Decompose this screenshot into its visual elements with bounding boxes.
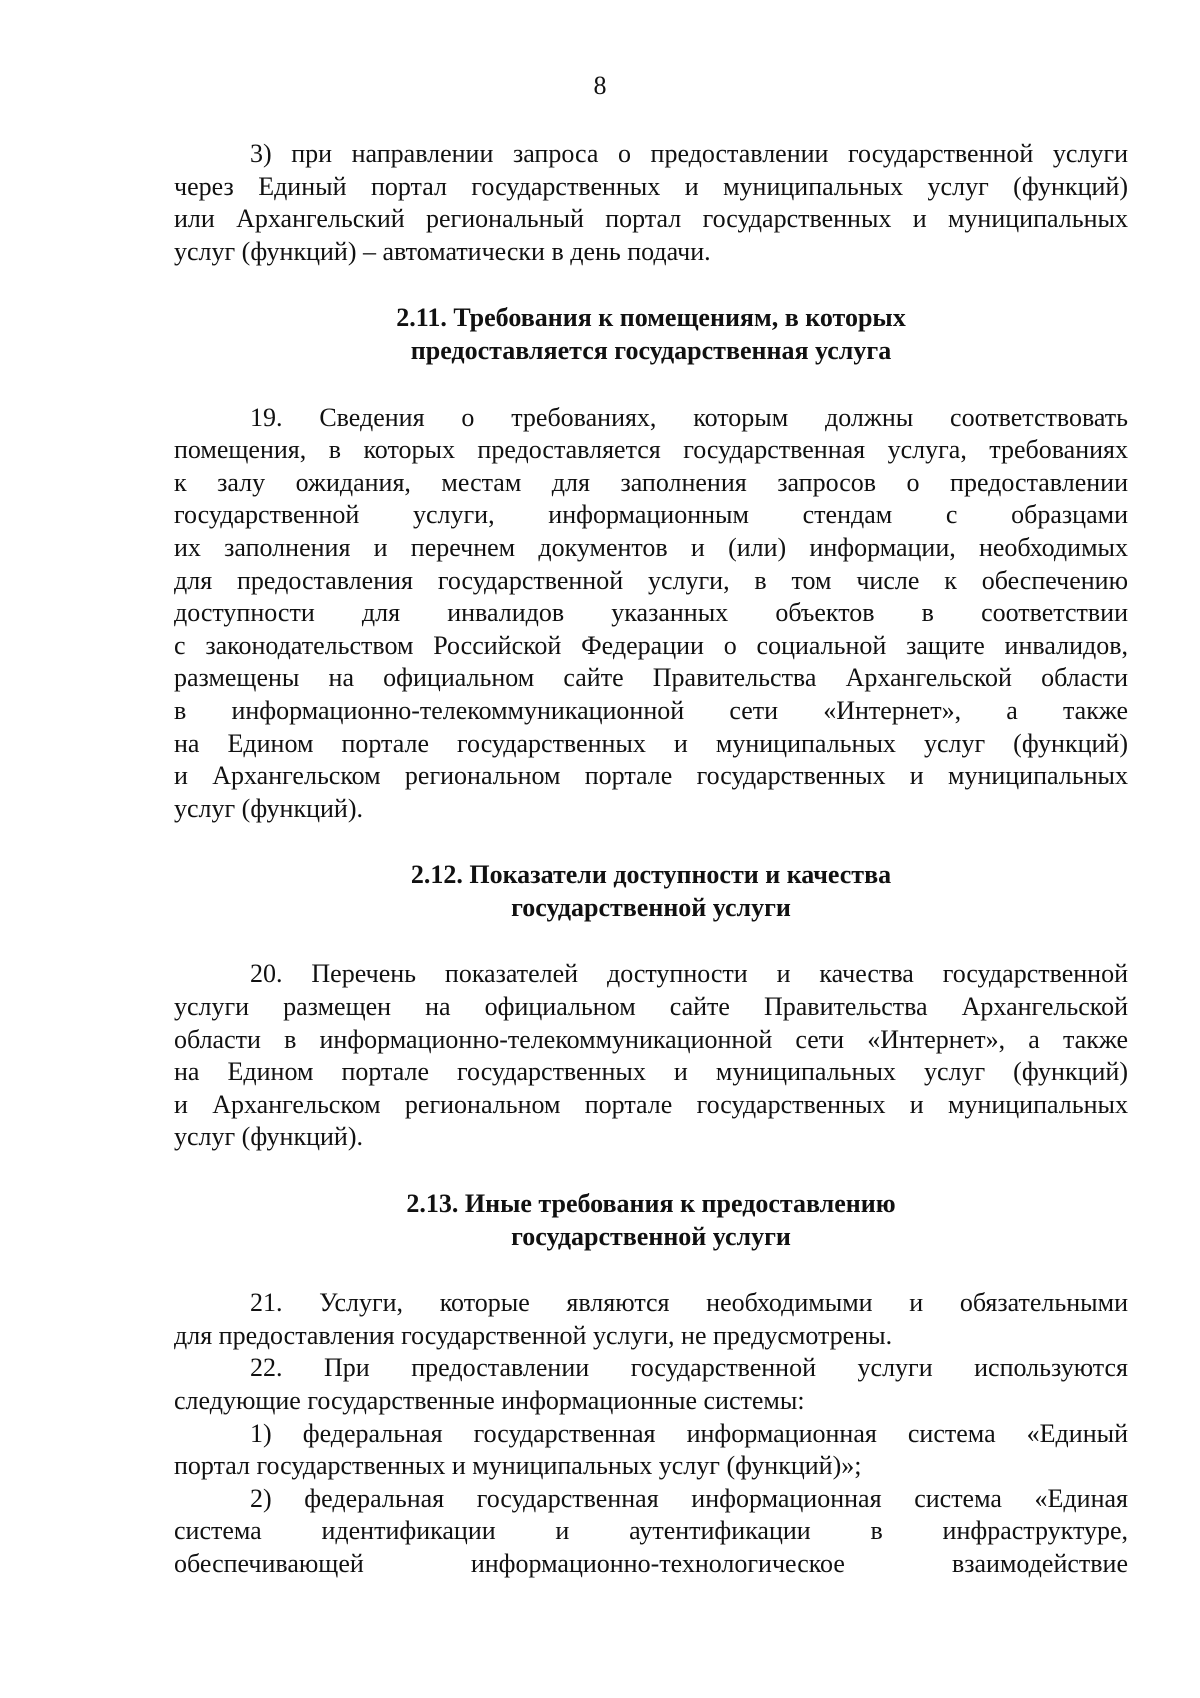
text-line: к залу ожидания, местам для заполнения запросов о предоставлении: [174, 467, 1128, 497]
text-line: помещения, в которых предоставляется государственная услуга, требованиях: [174, 435, 1128, 465]
text-line: 2) федеральная государственная информационная система «Единая: [250, 1483, 1128, 1513]
text-line: 1) федеральная государственная информационная система «Единый: [250, 1418, 1128, 1448]
paragraph-3: [174, 138, 1128, 268]
text-line: следующие государственные информационные системы:: [174, 1386, 805, 1415]
text-line: и Архангельском региональном портале государственных и муниципальных: [174, 1089, 1128, 1119]
text-line: области в информационно-телекоммуникационной сети «Интернет», а также: [174, 1024, 1128, 1054]
text-line: услуг (функций).: [174, 793, 363, 823]
paragraph-19: [174, 402, 1128, 826]
heading-line: 2.12. Показатели доступности и качества: [410, 860, 892, 890]
text-line: или Архангельский региональный портал государственных и муниципальных: [174, 204, 1128, 234]
text-line: на Едином портале государственных и муниципальных услуг (функций): [174, 728, 1128, 758]
heading-line: предоставляется государственная услуга: [410, 335, 892, 365]
text-line: 3) при направлении запроса о предоставлении государственной услуги: [250, 139, 1128, 168]
section-heading-2-13: [174, 1188, 1128, 1253]
paragraph-21: [174, 1287, 1128, 1352]
text-line: обеспечивающей информационно-технологическое взаимодействие: [174, 1548, 1128, 1578]
text-line: и Архангельском региональном портале государственных и муниципальных: [174, 761, 1128, 791]
text-line: услуг (функций).: [174, 1122, 363, 1152]
section-heading-2-11: [174, 302, 1128, 367]
section-heading-2-12: [174, 859, 1128, 924]
text-line: 20. Перечень показателей доступности и качества государственной: [250, 959, 1128, 989]
paragraph-22-item-1: [174, 1418, 1128, 1483]
text-line: для предоставления государственной услуги, в том числе к обеспечению: [174, 565, 1128, 595]
document-body: [174, 138, 1128, 1581]
heading-line: государственной услуги: [511, 892, 791, 922]
paragraph-22: [174, 1352, 1128, 1417]
text-line: 19. Сведения о требованиях, которым должны соответствовать: [250, 402, 1128, 432]
text-line: через Единый портал государственных и муниципальных услуг (функций): [174, 171, 1128, 201]
text-line: с законодательством Российской Федерации о социальной защите инвалидов,: [174, 630, 1128, 660]
text-line: услуги размещен на официальном сайте Правительства Архангельской: [174, 992, 1128, 1022]
text-line: доступности для инвалидов указанных объектов в соответствии: [174, 598, 1128, 628]
text-line: их заполнения и перечнем документов и (или) информации, необходимых: [174, 532, 1128, 562]
text-line: услуг (функций) – автоматически в день подачи.: [174, 236, 711, 266]
paragraph-20: [174, 958, 1128, 1154]
text-line: для предоставления государственной услуги, не предусмотрены.: [174, 1320, 893, 1350]
text-line: система идентификации и аутентификации в инфраструктуре,: [174, 1516, 1128, 1546]
page-number: 8: [593, 71, 607, 100]
text-line: портал государственных и муниципальных услуг (функций)»;: [174, 1451, 862, 1481]
text-line: 21. Услуги, которые являются необходимыми и обязательными: [250, 1288, 1128, 1318]
heading-line: 2.11. Требования к помещениям, в которых: [396, 303, 906, 333]
text-line: 22. При предоставлении государственной услуги используются: [250, 1353, 1128, 1383]
text-line: в информационно-телекоммуникационной сети «Интернет», а также: [174, 695, 1128, 725]
text-line: на Едином портале государственных и муниципальных услуг (функций): [174, 1057, 1128, 1087]
heading-line: 2.13. Иные требования к предоставлению: [406, 1189, 896, 1219]
heading-line: государственной услуги: [511, 1221, 791, 1251]
paragraph-22-item-2: [174, 1483, 1128, 1581]
text-line: размещены на официальном сайте Правительства Архангельской области: [174, 663, 1128, 693]
text-line: государственной услуги, информационным стендам с образцами: [174, 500, 1128, 530]
